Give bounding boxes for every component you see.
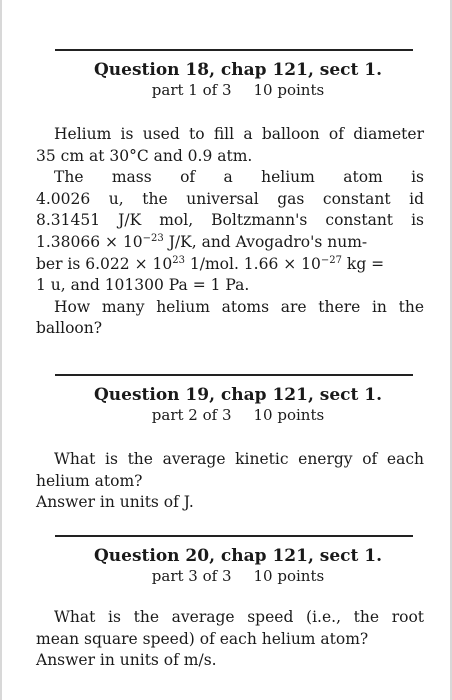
question-part: part 1 of 3 (151, 81, 232, 99)
question-part: part 2 of 3 (151, 406, 232, 424)
body-line: balloon? (36, 319, 103, 338)
question-header (2, 546, 452, 586)
question-body (36, 607, 424, 672)
body-line: What is the average kinetic energy of each (54, 450, 424, 468)
question-points: 10 points (253, 406, 325, 424)
body-line-math: ber is $6.022 \times 10^{23}$ 1/mol. $1.66 \times 10^{-27}$ kg = (36, 254, 385, 273)
section-rule (55, 374, 413, 376)
question-title: Question 20, chap 121, sect 1. (93, 546, 383, 566)
body-line: 4.0026 u, the universal gas constant id (36, 189, 424, 208)
question-header (2, 60, 452, 100)
question-part-points (2, 405, 452, 425)
question-part: part 3 of 3 (151, 567, 232, 585)
section-rule (55, 535, 413, 537)
question-points: 10 points (253, 567, 325, 585)
section-rule (55, 49, 413, 51)
body-line: mean square speed) of each helium atom? (36, 629, 369, 648)
question-body (36, 449, 424, 514)
body-line: 35 cm at 30°C and 0.9 atm. (36, 146, 253, 165)
body-line: How many helium atoms are there in the (54, 297, 424, 316)
body-line: What is the average speed (i.e., the root (54, 608, 424, 626)
body-line: helium atom? (36, 471, 143, 490)
body-line: Answer in units of m/s. (36, 651, 217, 670)
body-line: 8.31451 J/K mol, Boltzmann's constant is (36, 211, 424, 230)
body-line: 1 u, and 101300 Pa = 1 Pa. (36, 276, 250, 295)
question-header (2, 385, 452, 425)
question-points: 10 points (253, 81, 325, 99)
body-line: Answer in units of J. (36, 493, 194, 512)
question-part-points (2, 566, 452, 586)
question-part-points (2, 80, 452, 100)
body-line: The mass of a helium atom is (54, 168, 424, 187)
question-title: Question 18, chap 121, sect 1. (93, 60, 383, 80)
question-title: Question 19, chap 121, sect 1. (93, 385, 383, 405)
body-line-math: $1.38066 \times 10^{-23}$ J/K, and Avogadro's num- (36, 232, 368, 251)
question-body (36, 124, 424, 340)
body-line: Helium is used to fill a balloon of diameter (54, 125, 424, 143)
